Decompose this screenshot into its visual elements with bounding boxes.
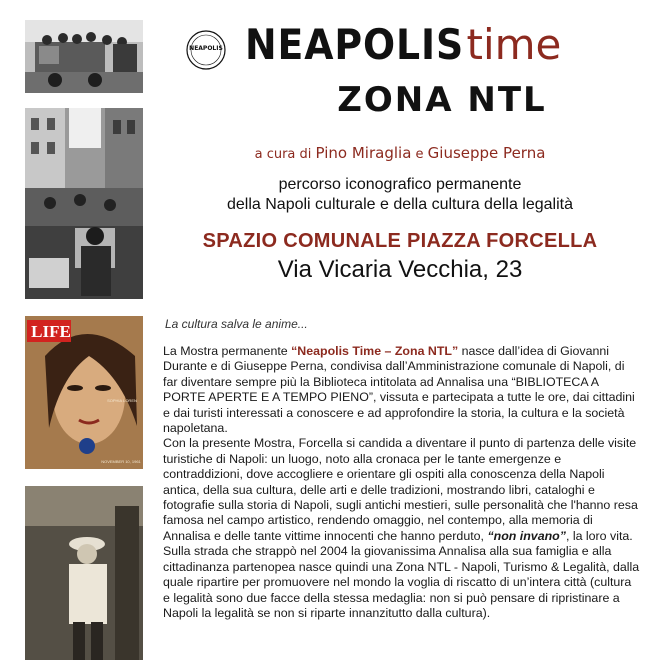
brand-title-main: NEAPOLIS: [245, 20, 465, 69]
neapolis-seal-logo: [186, 30, 226, 70]
description-line-1: percorso iconografico permanente: [278, 176, 522, 193]
p2-text-post: , la loro vita.: [565, 528, 633, 543]
brand-title-sub: time: [466, 20, 562, 69]
venue-address: Via Vicaria Vecchia, 23: [277, 256, 523, 283]
curator-1: Pino Miraglia: [315, 144, 412, 162]
magazine-date: NOVEMBER 10, 1961: [101, 459, 141, 464]
magazine-masthead: LIFE: [31, 322, 71, 341]
curators-joiner: e: [415, 147, 424, 162]
curator-2: Giuseppe Perna: [427, 144, 546, 162]
p1-text-pre: La Mostra permanente: [163, 344, 292, 358]
article-paragraph-1: [163, 344, 641, 436]
article-body: [163, 344, 641, 621]
p2-text-pre: Con la presente Mostra, Forcella si candida a diventare il punto di partenza delle visite turistiche di Napoli: un luogo, noto alla cronaca per le tante emergenze e contraddizioni, dove accogliere e orientare gli ospiti alla conoscenza della Napoli antica, della sua cultura, delle arti e delle tradizioni, mostrando libri, cataloghi e fotografie sulla storia di Napoli, sugli antichi mestieri, sulle personalità che l'hanno resa famosa nel campo artistico, rendendo omaggio, nel contempo, alla memoria di Annalisa e delle tante vittime innocenti che hanno perduto,: [163, 436, 638, 543]
description-line-2: della Napoli culturale e della cultura della legalità: [227, 196, 573, 213]
magazine-cover-caption: SOPHIA LOREN: [107, 398, 137, 403]
seal-text: NEAPOLIS: [189, 45, 223, 52]
curators-prefix: a cura di: [254, 147, 312, 162]
article-paragraph-2: [163, 436, 641, 544]
zona-ntl-title: ZONA NTL: [337, 80, 547, 120]
exhibition-description: [160, 175, 640, 215]
p1-text-post: nasce dall’idea di Giovanni Durante e di Giuseppe Perna, condivisa dall’Amministrazione comunale di Napoli, di far diventare sempre più la Biblioteca intitolata ad Annalisa una “BIBLIOTECA A PORTE APERTE E A TEMPO PIENO”, vissuta e partecipata a tutte le ore, dai cittadini e dai turisti interessati a conoscere e ad approfondire la storia, la cultura e la società napoletana.: [163, 344, 635, 436]
exhibition-name-highlight: “Neapolis Time – Zona NTL”: [291, 344, 459, 358]
brand-title: [245, 20, 635, 74]
venue-name: SPAZIO COMUNALE PIAZZA FORCELLA: [202, 230, 598, 252]
tagline: La cultura salva le anime...: [165, 317, 308, 331]
article-paragraph-3: Sulla strada che strappò nel 2004 la giovanissima Annalisa alla sua famiglia e alla cittadinanza partenopea nasce quindi una Zona NTL - Napoli, Turismo & Legalità, dalla quale ripartire per promuovere nel mondo la voglia di riscatto di un’intera città (cultura e legalità sono due facce della stessa medaglia: non si può pensare di ripristinare a Napoli la legalità se non si riparte innanzitutto dalla cultura).: [163, 544, 640, 620]
historic-photo-figure-hat: [25, 486, 143, 660]
historic-photo-crowd-truck: [25, 20, 143, 93]
non-invano-emphasis: “non invano”: [487, 528, 566, 543]
historic-photo-street-market: [25, 108, 143, 299]
curators-line: [160, 144, 640, 162]
